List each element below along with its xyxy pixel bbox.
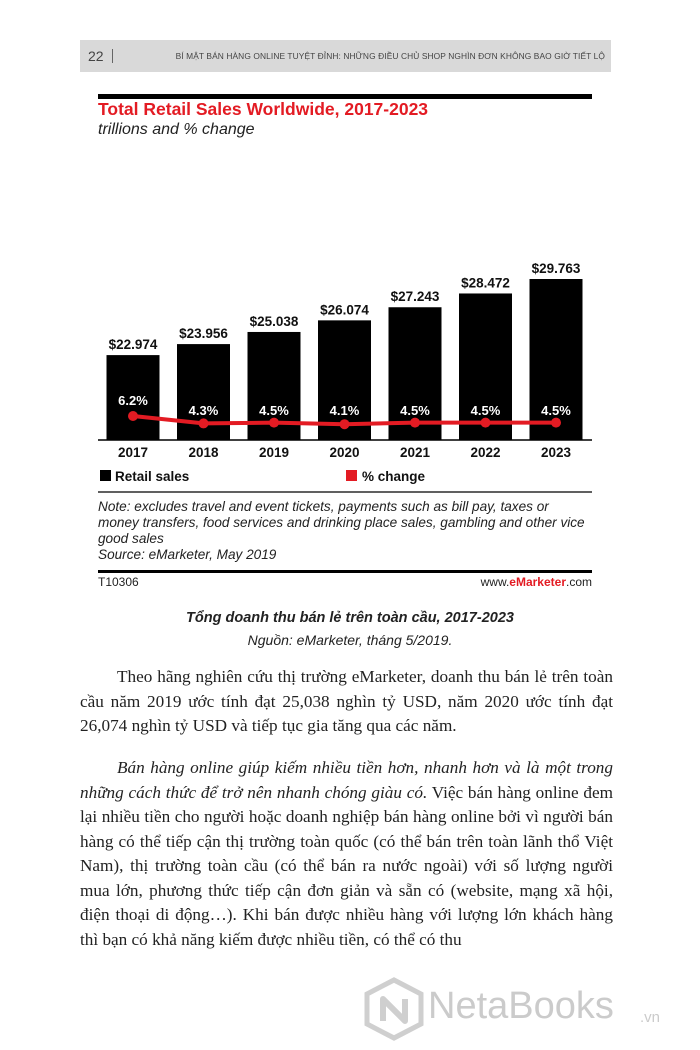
pct-point-2017 — [128, 411, 138, 421]
pct-point-2018 — [199, 418, 209, 428]
bar-label-2021: $27.243 — [390, 289, 440, 305]
bar-label-2022: $28.472 — [461, 275, 510, 291]
pct-point-2020 — [340, 419, 350, 429]
legend-label-pct-change: % change — [362, 469, 426, 484]
chart-note-block — [98, 499, 592, 563]
x-tick-2020: 2020 — [329, 445, 360, 460]
chart-title: Total Retail Sales Worldwide, 2017-2023 — [98, 99, 429, 119]
legend-swatch-retail-sales — [100, 470, 111, 481]
body-paragraph-2 — [80, 756, 613, 952]
pct-label-2017: 6.2% — [118, 393, 148, 408]
bar-label-2023: $29.763 — [531, 261, 581, 276]
chart-note: Note: excludes travel and event tickets, payments such as bill pay, taxes or money transfers, food services and drinking place sales, gambling and other vice good sales — [98, 499, 585, 546]
pct-point-2023 — [551, 418, 561, 428]
x-tick-2018: 2018 — [188, 445, 219, 460]
bar-label-2020: $26.074 — [320, 302, 369, 318]
pct-point-2021 — [410, 418, 420, 428]
x-tick-2019: 2019 — [258, 445, 290, 460]
body-paragraph-2-italic: Bán hàng online giúp kiếm nhiều tiền hơn, nhanh hơn và là một trong những cách thức để trở nên nhanh chóng giàu có. — [80, 758, 613, 802]
site-prefix: www. — [480, 575, 510, 589]
chart-site-link[interactable] — [481, 575, 592, 589]
pct-label-2019: 4.5% — [259, 403, 289, 418]
pct-point-2019 — [269, 418, 279, 428]
chart-bottom-rule — [98, 570, 592, 573]
figure-caption: Tổng doanh thu bán lẻ trên toàn cầu, 2017-2023 — [186, 610, 514, 626]
bar-label-2018: $23.956 — [179, 326, 228, 342]
chart-figure — [98, 94, 592, 594]
pct-label-2020: 4.1% — [329, 403, 360, 418]
site-brand: eMarketer — [509, 575, 566, 589]
x-tick-2017: 2017 — [117, 445, 149, 460]
body-paragraph-2-text: Việc bán hàng online đem lại nhiều tiền cho người hoặc doanh nghiệp bán hàng online bởi vì người bán hàng có thể tiếp cận thị trường toàn quốc (có thể bán trên toàn lãnh thổ Việt Nam), thị trường toàn cầu (có thể bán ra nước ngoài) với số lượng người mua lớn, phương thức tiếp cận đơn giản và sẵn có (website, mạng xã hội, điện thoại di động…). Khi bán được nhiều hàng với lượng lớn khách hàng thì bạn có khả năng kiếm được nhiều tiền, có thể có thu — [80, 782, 613, 949]
page-number: 22 — [80, 49, 113, 63]
x-tick-2023: 2023 — [540, 445, 572, 460]
chart-id: T10306 — [98, 575, 139, 589]
legend-label-retail-sales: Retail sales — [115, 469, 190, 484]
pct-label-2022: 4.5% — [470, 403, 501, 418]
pct-label-2021: 4.5% — [400, 403, 430, 418]
bar-label-2017: $22.974 — [108, 337, 158, 353]
chart-plot — [98, 94, 592, 494]
pct-label-2018: 4.3% — [188, 403, 219, 418]
bar-label-2019: $25.038 — [249, 313, 299, 329]
watermark-suffix: .vn — [640, 1009, 661, 1026]
running-title: BÍ MẬT BÁN HÀNG ONLINE TUYỆT ĐỈNH: NHỮNG ĐIỀU CHỦ SHOP NGHÌN ĐƠN KHÔNG BAO GIỜ TIẾT LỘ — [175, 51, 605, 61]
x-tick-2021: 2021 — [399, 445, 431, 460]
watermark — [362, 975, 682, 1045]
x-tick-2022: 2022 — [470, 445, 501, 460]
figure-source: Nguồn: eMarketer, tháng 5/2019. — [247, 632, 453, 648]
legend-swatch-pct-change — [346, 470, 357, 481]
page-header — [80, 40, 611, 72]
chart-subtitle: trillions and % change — [98, 121, 255, 138]
watermark-brand: NetaBooks — [428, 985, 614, 1027]
netabooks-logo-icon — [362, 977, 426, 1041]
pct-point-2022 — [481, 418, 491, 428]
body-paragraph-1: Theo hãng nghiên cứu thị trường eMarketer, doanh thu bán lẻ trên toàn cầu năm 2019 ước tính đạt 25,038 nghìn tỷ USD, năm 2020 ước tính đạt 26,074 nghìn tỷ USD và tiếp tục gia tăng qua các năm. — [80, 667, 613, 735]
pct-label-2023: 4.5% — [541, 403, 571, 418]
chart-source: Source: eMarketer, May 2019 — [98, 547, 277, 562]
site-suffix: .com — [565, 575, 592, 589]
